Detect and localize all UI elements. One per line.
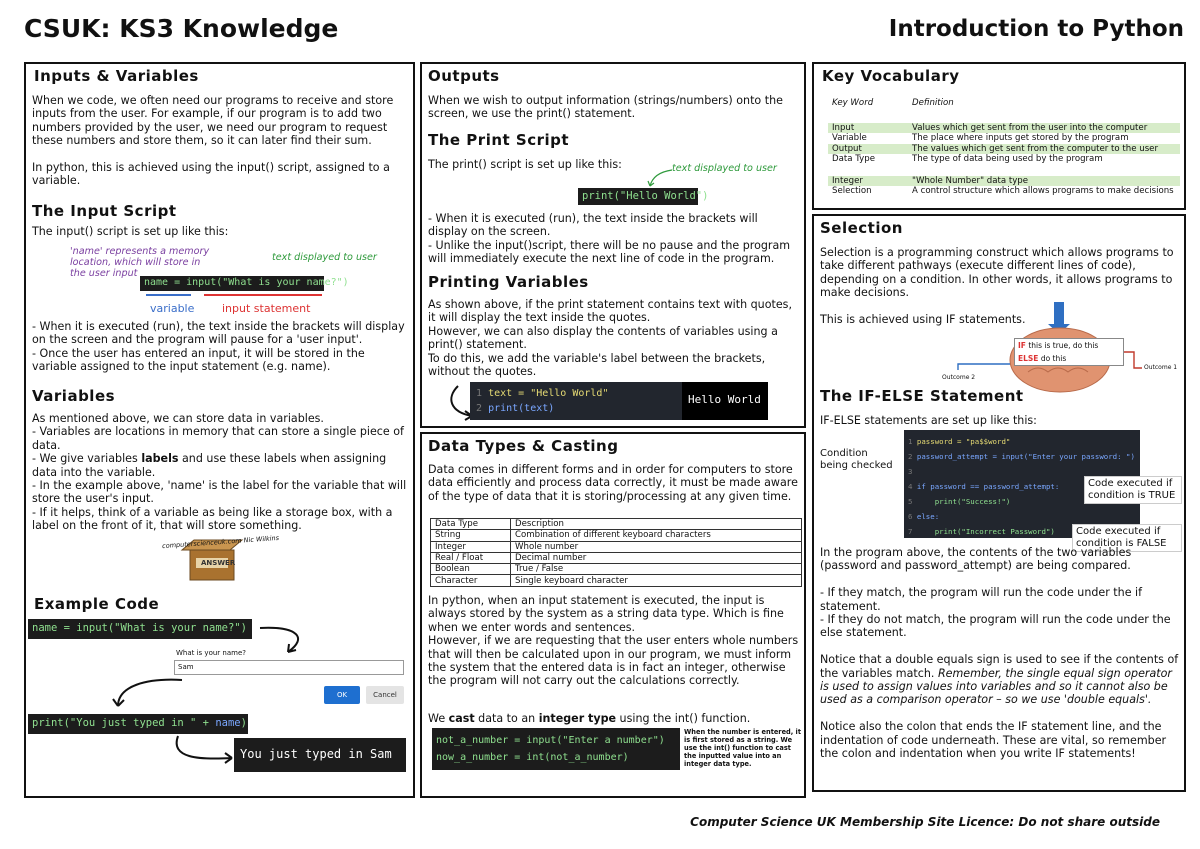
vocabulary-panel bbox=[812, 62, 1186, 210]
table-row bbox=[828, 176, 1180, 187]
ifelse-heading: The IF-ELSE Statement bbox=[820, 387, 1024, 405]
selection-heading: Selection bbox=[820, 219, 903, 237]
print-notes: - When it is executed (run), the text inside the brackets will display on the screen. - Unlike the input()script, there will be no pause and the program will immediately execute the next line of code in the program. bbox=[428, 212, 791, 266]
page-subtitle: Introduction to Python bbox=[888, 16, 1184, 42]
input-script-heading: The Input Script bbox=[32, 202, 177, 220]
datatypes-intro: Data comes in different forms and in order for computers to store data efficiently and process data correctly, it must be made aware of the type of data that it is storing/processing at any given time. bbox=[428, 463, 798, 503]
input-code-example: name = input("What is your name?") bbox=[140, 276, 324, 291]
arrow-to-dialog-icon bbox=[258, 624, 318, 658]
outputs-panel bbox=[420, 62, 806, 428]
outputs-intro: When we wish to output information (strings/numbers) onto the screen, we use the print() statement. bbox=[428, 94, 783, 121]
table-row bbox=[431, 575, 802, 586]
printing-code-output: Hello World bbox=[682, 382, 768, 420]
vocab-def: The place where inputs get stored by the program bbox=[912, 133, 1129, 144]
vocab-word: Variable bbox=[832, 133, 867, 144]
example-code-print: print("You just typed in " + name) bbox=[28, 714, 248, 734]
callout-condition: Condition being checked bbox=[820, 448, 893, 471]
brain-label: IF this is true, do this ELSE do this bbox=[1014, 338, 1124, 366]
footer-licence: Computer Science UK Membership Site Licence: Do not share outside bbox=[690, 815, 1160, 829]
inputs-intro: When we code, we often need our programs to receive and store inputs from the user. For example, if our program is to add two numbers provided by the user, we need our program to request these numbers and store them, so it can later find their sum. In python, this is achieved using the input() script, assigned to a variable. bbox=[32, 94, 394, 188]
selection-intro: Selection is a programming construct which allows programs to take different pathways (execute different lines of code), depending on a condition. In other words, it allows programs to make decisions. This is achieved using IF statements. bbox=[820, 246, 1174, 327]
vocab-def: "Whole Number" data type bbox=[908, 176, 1180, 187]
table-cell: Integer bbox=[431, 541, 511, 552]
inputs-variables-panel bbox=[24, 62, 415, 798]
input-script-text: The input() script is set up like this: bbox=[32, 225, 229, 238]
vocabulary-heading: Key Vocabulary bbox=[822, 67, 960, 85]
table-row bbox=[828, 186, 1180, 197]
vocab-def: The type of data being used by the program bbox=[912, 154, 1103, 165]
example-heading: Example Code bbox=[34, 595, 160, 613]
outcome-1-label: Outcome 1 bbox=[1144, 364, 1178, 371]
print-text-annotation: text displayed to user bbox=[672, 163, 777, 174]
ifelse-text: IF-ELSE statements are set up like this: bbox=[820, 414, 1037, 427]
table-cell: True / False bbox=[511, 564, 802, 575]
print-annotation-arrow-icon bbox=[644, 168, 674, 190]
table-cell: Real / Float bbox=[431, 552, 511, 563]
datatypes-heading: Data Types & Casting bbox=[428, 437, 619, 455]
ifelse-code-example: 1 password = "pa$$word" 2 password_attempt = input("Enter your password: ") 3 4 if password == password_attempt: 5 print("Success!") 6 else: 7 print("Incorrect Password") bbox=[904, 430, 1140, 538]
table-row bbox=[828, 154, 1180, 165]
datatypes-table bbox=[430, 518, 802, 587]
variables-heading: Variables bbox=[32, 387, 116, 405]
dialog-prompt: What is your name? bbox=[176, 649, 246, 657]
casting-sentence: We cast data to an integer type using the int() function. bbox=[428, 712, 751, 725]
table-row bbox=[431, 530, 802, 541]
casting-text: In python, when an input statement is executed, the input is always stored by the system as a string data type. Which is fine when we enter words and sentences. However, if we are requesting that the user enters whole numbers that will then be calculated upon in our program, we must inform the system that the entered data is in fact an integer, otherwise the program will not carry out the calculations correctly. bbox=[428, 594, 799, 688]
table-cell: Character bbox=[431, 575, 511, 586]
dialog-ok-button[interactable]: OK bbox=[324, 686, 360, 704]
table-row bbox=[431, 541, 802, 552]
variable-label: variable bbox=[150, 302, 195, 315]
vocab-header-word: Key Word bbox=[832, 98, 874, 108]
vocab-word: Selection bbox=[832, 186, 872, 197]
outputs-heading: Outputs bbox=[428, 67, 500, 85]
page-title: CSUK: KS3 Knowledge bbox=[24, 14, 339, 43]
callout-true: Code executed if condition is TRUE bbox=[1084, 476, 1182, 504]
casting-note: When the number is entered, it is first stored as a string. We use the int() function to cast the inputted value into an integer data type. bbox=[684, 728, 801, 768]
table-cell: Decimal number bbox=[511, 552, 802, 563]
vocab-def: Values which get sent from the user into the computer bbox=[908, 123, 1180, 134]
variable-underline bbox=[146, 294, 191, 296]
vocabulary-table bbox=[828, 98, 1180, 197]
selection-panel bbox=[812, 214, 1186, 792]
printing-code-example: 1 text = "Hello World" 2 print(text) bbox=[470, 382, 710, 420]
inputs-heading: Inputs & Variables bbox=[34, 67, 199, 85]
print-code-example: print("Hello World") bbox=[578, 188, 698, 205]
print-script-text: The print() script is set up like this: bbox=[428, 158, 622, 171]
table-row bbox=[828, 144, 1180, 155]
vocab-word: Integer bbox=[828, 176, 908, 187]
table-cell: Whole number bbox=[511, 541, 802, 552]
statement-underline bbox=[204, 294, 322, 296]
callout-false: Code executed if condition is FALSE bbox=[1072, 524, 1182, 552]
casting-code-example: not_a_number = input("Enter a number") now_a_number = int(not_a_number) bbox=[432, 728, 680, 770]
box-front-label: ANSWER bbox=[201, 559, 236, 567]
table-header-type: Data Type bbox=[431, 519, 511, 530]
variables-text: As mentioned above, we can store data in variables. - Variables are locations in memory that can store a single piece of data. - We give variables labels and use these labels when assigning data into the variable. - In the example above, 'name' is the label for the variable that will store the user's input. - If it helps, think of a variable as being like a storage box, with a label on the front of it, that will store something. bbox=[32, 412, 407, 533]
table-cell: Single keyboard character bbox=[511, 575, 802, 586]
input-notes: - When it is executed (run), the text inside the brackets will display on the screen and the program will pause for a 'user input'. - Once the user has entered an input, it will be stored in the variable assigned to the input statement (e.g. name). bbox=[32, 320, 405, 374]
arrow-to-print-icon bbox=[106, 676, 186, 712]
vocab-header-def: Definition bbox=[912, 98, 954, 108]
dialog-input[interactable]: Sam bbox=[174, 660, 404, 675]
printing-text: As shown above, if the print statement contains text with quotes, it will display the text inside the quotes. However, we can also display the contents of variables using a print() statement. To do this, we add the variable's label between the brackets, without the quotes. bbox=[428, 298, 792, 379]
arrow-to-output-icon bbox=[170, 734, 240, 770]
dialog-cancel-button[interactable]: Cancel bbox=[366, 686, 404, 704]
box-top-label: computerscienceuk.com Nic Wilkins bbox=[161, 533, 280, 551]
table-cell: String bbox=[431, 530, 511, 541]
table-row bbox=[431, 519, 802, 530]
vocab-word: Data Type bbox=[832, 154, 875, 165]
ifelse-explanation: In the program above, the contents of the two variables (password and password_attempt) are being compared. - If they match, the program will run the code under the if statement. - If they do not match, the program will run the code under the else statement. Notice that a double equals sign is used to see if the contents of the variables match. Remember, the single equal sign operator is used to assign values into variables and so it cannot also be used as a comparison operator – so we use 'double equals'. Notice also the colon that ends the IF statement line, and the indentation of code underneath. These are vital, so remember the colon and indentation when you write IF statements! bbox=[820, 546, 1179, 761]
table-row bbox=[828, 98, 1180, 112]
table-header-description: Description bbox=[511, 519, 802, 530]
table-cell: Combination of different keyboard characters bbox=[511, 530, 802, 541]
printing-heading: Printing Variables bbox=[428, 273, 589, 291]
table-row bbox=[828, 123, 1180, 134]
vocab-def: A control structure which allows programs to make decisions bbox=[912, 186, 1174, 197]
table-cell: Boolean bbox=[431, 564, 511, 575]
memory-annotation: 'name' represents a memory location, which will store in the user input bbox=[70, 246, 210, 279]
vocab-def: The values which get sent from the computer to the user bbox=[908, 144, 1180, 155]
statement-label: input statement bbox=[222, 302, 311, 315]
table-row bbox=[828, 133, 1180, 144]
datatypes-panel bbox=[420, 432, 806, 798]
vocab-word: Output bbox=[828, 144, 908, 155]
print-script-heading: The Print Script bbox=[428, 131, 570, 149]
example-code-input: name = input("What is your name?") bbox=[28, 619, 252, 639]
outcome-2-label: Outcome 2 bbox=[942, 374, 976, 381]
table-row bbox=[431, 564, 802, 575]
vocab-word: Input bbox=[828, 123, 908, 134]
table-row bbox=[431, 552, 802, 563]
text-annotation: text displayed to user bbox=[272, 252, 377, 263]
example-output: You just typed in Sam bbox=[234, 738, 406, 772]
